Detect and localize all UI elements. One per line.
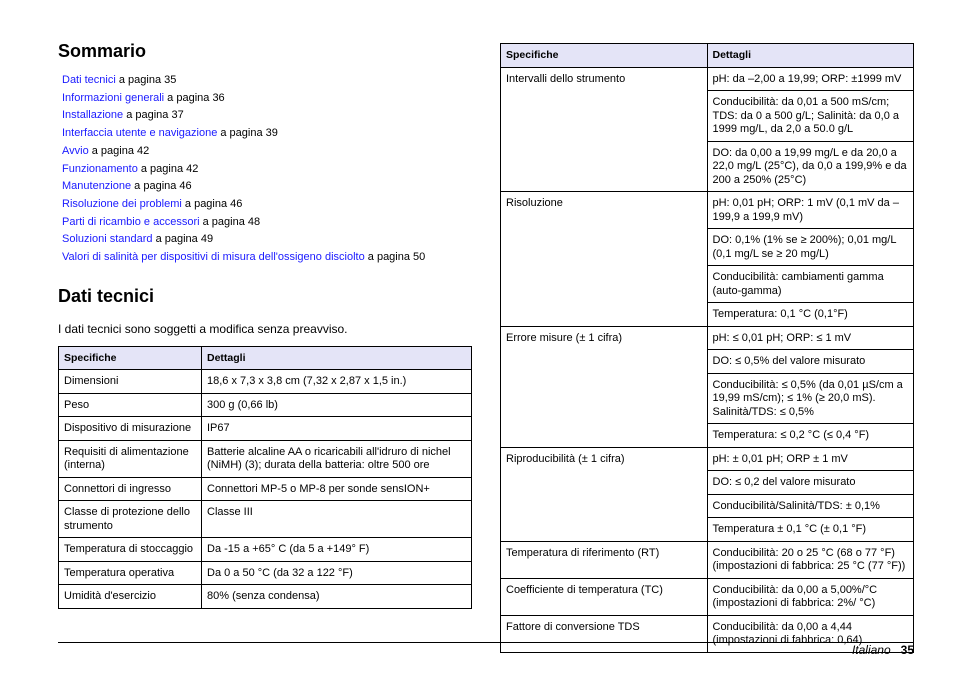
toc-link[interactable]: Valori di salinità per dispositivi di misura dell'ossigeno disciolto bbox=[62, 251, 365, 264]
toc-page-ref: a pagina 42 bbox=[88, 144, 150, 157]
toc-item bbox=[62, 178, 472, 196]
toc-item bbox=[62, 196, 472, 214]
header-specifiche: Specifiche bbox=[59, 346, 202, 370]
toc-page-ref: a pagina 37 bbox=[123, 109, 184, 122]
table-row bbox=[501, 541, 914, 578]
spec-cell: Fattore di conversione TDS bbox=[501, 615, 708, 652]
header-dettagli: Dettagli bbox=[707, 44, 914, 68]
toc-link[interactable]: Parti di ricambio e accessori bbox=[62, 215, 200, 228]
spec-cell: Classe di protezione dello strumento bbox=[59, 501, 202, 538]
table-row bbox=[501, 192, 914, 229]
table-row bbox=[501, 447, 914, 471]
spec-cell: Connettori di ingresso bbox=[59, 477, 202, 501]
toc-item bbox=[62, 143, 472, 161]
toc-link[interactable]: Risoluzione dei problemi bbox=[62, 197, 182, 210]
detail-cell: Classe III bbox=[202, 501, 472, 538]
toc-item bbox=[62, 231, 472, 249]
right-column bbox=[500, 43, 914, 653]
detail-cell: Da 0 a 50 °C (da 32 a 122 °F) bbox=[202, 561, 472, 585]
detail-cell: Conducibilità: ≤ 0,5% (da 0,01 µS/cm a 19,99 mS/cm); ≤ 1% (≥ 20,0 mS). Salinità/TDS: ≤ 0,5% bbox=[707, 373, 914, 424]
table-row bbox=[59, 538, 472, 562]
detail-cell: 18,6 x 7,3 x 3,8 cm (7,32 x 2,87 x 1,5 in.) bbox=[202, 370, 472, 394]
spec-cell: Requisiti di alimentazione (interna) bbox=[59, 440, 202, 477]
detail-cell: pH: ± 0,01 pH; ORP ± 1 mV bbox=[707, 447, 914, 471]
detail-cell: DO: ≤ 0,5% del valore misurato bbox=[707, 350, 914, 374]
toc-page-ref: a pagina 48 bbox=[199, 215, 261, 228]
page-footer bbox=[852, 643, 914, 657]
detail-cell: Temperatura: 0,1 °C (0,1°F) bbox=[707, 303, 914, 327]
detail-cell: Temperatura: ≤ 0,2 °C (≤ 0,4 °F) bbox=[707, 424, 914, 448]
spec-cell: Umidità d'esercizio bbox=[59, 585, 202, 609]
detail-cell: DO: da 0,00 a 19,99 mg/L e da 20,0 a 22,0 mg/L (25°C), da 0,0 a 199,9% e da 200 a 250% (25°C) bbox=[707, 141, 914, 192]
detail-cell: Conducibilità: da 0,00 a 4,44 (impostazioni di fabbrica: 0,64) bbox=[707, 615, 914, 652]
toc-page-ref: a pagina 49 bbox=[152, 233, 214, 246]
table-of-contents bbox=[62, 72, 472, 267]
table-row bbox=[59, 561, 472, 585]
table-row bbox=[59, 585, 472, 609]
detail-cell: IP67 bbox=[202, 417, 472, 441]
toc-page-ref: a pagina 50 bbox=[364, 251, 426, 264]
toc-item bbox=[62, 107, 472, 125]
spec-cell: Risoluzione bbox=[501, 192, 708, 327]
toc-item bbox=[62, 249, 472, 267]
footer-divider bbox=[58, 642, 914, 643]
detail-cell: DO: ≤ 0,2 del valore misurato bbox=[707, 471, 914, 495]
toc-item bbox=[62, 125, 472, 143]
spec-cell: Riproducibilità (± 1 cifra) bbox=[501, 447, 708, 541]
detail-cell: Batterie alcaline AA o ricaricabili all'idruro di nichel (NiMH) (3); durata della batteria: oltre 500 ore bbox=[202, 440, 472, 477]
detail-cell: 300 g (0,66 lb) bbox=[202, 393, 472, 417]
toc-item bbox=[62, 214, 472, 232]
dati-tecnici-heading: Dati tecnici bbox=[58, 285, 155, 306]
toc-item bbox=[62, 90, 472, 108]
spec-cell: Peso bbox=[59, 393, 202, 417]
detail-cell: Connettori MP-5 o MP-8 per sonde sensION+ bbox=[202, 477, 472, 501]
detail-cell: pH: ≤ 0,01 pH; ORP: ≤ 1 mV bbox=[707, 326, 914, 350]
spec-cell: Coefficiente di temperatura (TC) bbox=[501, 578, 708, 615]
spec-cell: Temperatura di stoccaggio bbox=[59, 538, 202, 562]
table-row bbox=[501, 578, 914, 615]
toc-item bbox=[62, 72, 472, 90]
spec-cell: Errore misure (± 1 cifra) bbox=[501, 326, 708, 447]
table-row bbox=[59, 477, 472, 501]
spec-cell: Dispositivo di misurazione bbox=[59, 417, 202, 441]
header-specifiche: Specifiche bbox=[501, 44, 708, 68]
toc-link[interactable]: Avvio bbox=[62, 144, 89, 157]
toc-page-ref: a pagina 46 bbox=[131, 180, 192, 193]
table-row bbox=[501, 326, 914, 350]
toc-page-ref: a pagina 39 bbox=[217, 127, 278, 140]
detail-cell: pH: 0,01 pH; ORP: 1 mV (0,1 mV da –199,9 a 199,9 mV) bbox=[707, 192, 914, 229]
detail-cell: Conducibilità/Salinità/TDS: ± 0,1% bbox=[707, 494, 914, 518]
toc-link[interactable]: Installazione bbox=[62, 109, 124, 122]
page-number: 35 bbox=[900, 643, 914, 657]
toc-page-ref: a pagina 36 bbox=[164, 91, 225, 104]
table-row bbox=[59, 393, 472, 417]
toc-link[interactable]: Manutenzione bbox=[62, 180, 132, 193]
toc-link[interactable]: Soluzioni standard bbox=[62, 233, 153, 246]
header-dettagli: Dettagli bbox=[202, 346, 472, 370]
table-row bbox=[59, 417, 472, 441]
detail-cell: Conducibilità: 20 o 25 °C (68 o 77 °F) (impostazioni di fabbrica: 25 °C (77 °F)) bbox=[707, 541, 914, 578]
toc-link[interactable]: Funzionamento bbox=[62, 162, 138, 175]
table-header-row bbox=[501, 44, 914, 68]
spec-cell: Temperatura di riferimento (RT) bbox=[501, 541, 708, 578]
detail-cell: Conducibilità: da 0,00 a 5,00%/°C (impostazioni di fabbrica: 2%/ °C) bbox=[707, 578, 914, 615]
toc-item bbox=[62, 161, 472, 179]
dati-intro-text: I dati tecnici sono soggetti a modifica senza preavviso. bbox=[58, 321, 348, 336]
table-row bbox=[501, 67, 914, 91]
detail-cell: 80% (senza condensa) bbox=[202, 585, 472, 609]
detail-cell: DO: 0,1% (1% se ≥ 200%); 0,01 mg/L (0,1 mg/L se ≥ 20 mg/L) bbox=[707, 229, 914, 266]
sommario-heading: Sommario bbox=[58, 41, 147, 61]
toc-page-ref: a pagina 35 bbox=[115, 74, 177, 86]
table-row bbox=[59, 440, 472, 477]
detail-cell: Temperatura ± 0,1 °C (± 0,1 °F) bbox=[707, 518, 914, 542]
detail-cell: Conducibilità: da 0,01 a 500 mS/cm; TDS: da 0 a 500 g/L; Salinità: da 0,0 a 1999 mg/L, da 2,0 a 50.0 g/L bbox=[707, 91, 914, 142]
spec-cell: Intervalli dello strumento bbox=[501, 67, 708, 192]
spec-cell: Temperatura operativa bbox=[59, 561, 202, 585]
toc-link[interactable]: Informazioni generali bbox=[62, 91, 165, 104]
footer-language: Italiano bbox=[851, 643, 891, 657]
left-column bbox=[58, 40, 472, 609]
toc-link[interactable]: Interfaccia utente e navigazione bbox=[62, 127, 218, 140]
table-header-row bbox=[59, 346, 472, 370]
toc-page-ref: a pagina 42 bbox=[137, 162, 199, 175]
toc-page-ref: a pagina 46 bbox=[181, 197, 243, 210]
measurement-specs-table bbox=[500, 43, 914, 653]
toc-link[interactable]: Dati tecnici bbox=[62, 74, 116, 86]
table-row bbox=[59, 370, 472, 394]
detail-cell: Conducibilità: cambiamenti gamma (auto-gamma) bbox=[707, 266, 914, 303]
general-specs-table bbox=[58, 346, 472, 609]
table-row bbox=[59, 501, 472, 538]
detail-cell: Da -15 a +65° C (da 5 a +149° F) bbox=[202, 538, 472, 562]
spec-cell: Dimensioni bbox=[59, 370, 202, 394]
detail-cell: pH: da –2,00 a 19,99; ORP: ±1999 mV bbox=[707, 67, 914, 91]
